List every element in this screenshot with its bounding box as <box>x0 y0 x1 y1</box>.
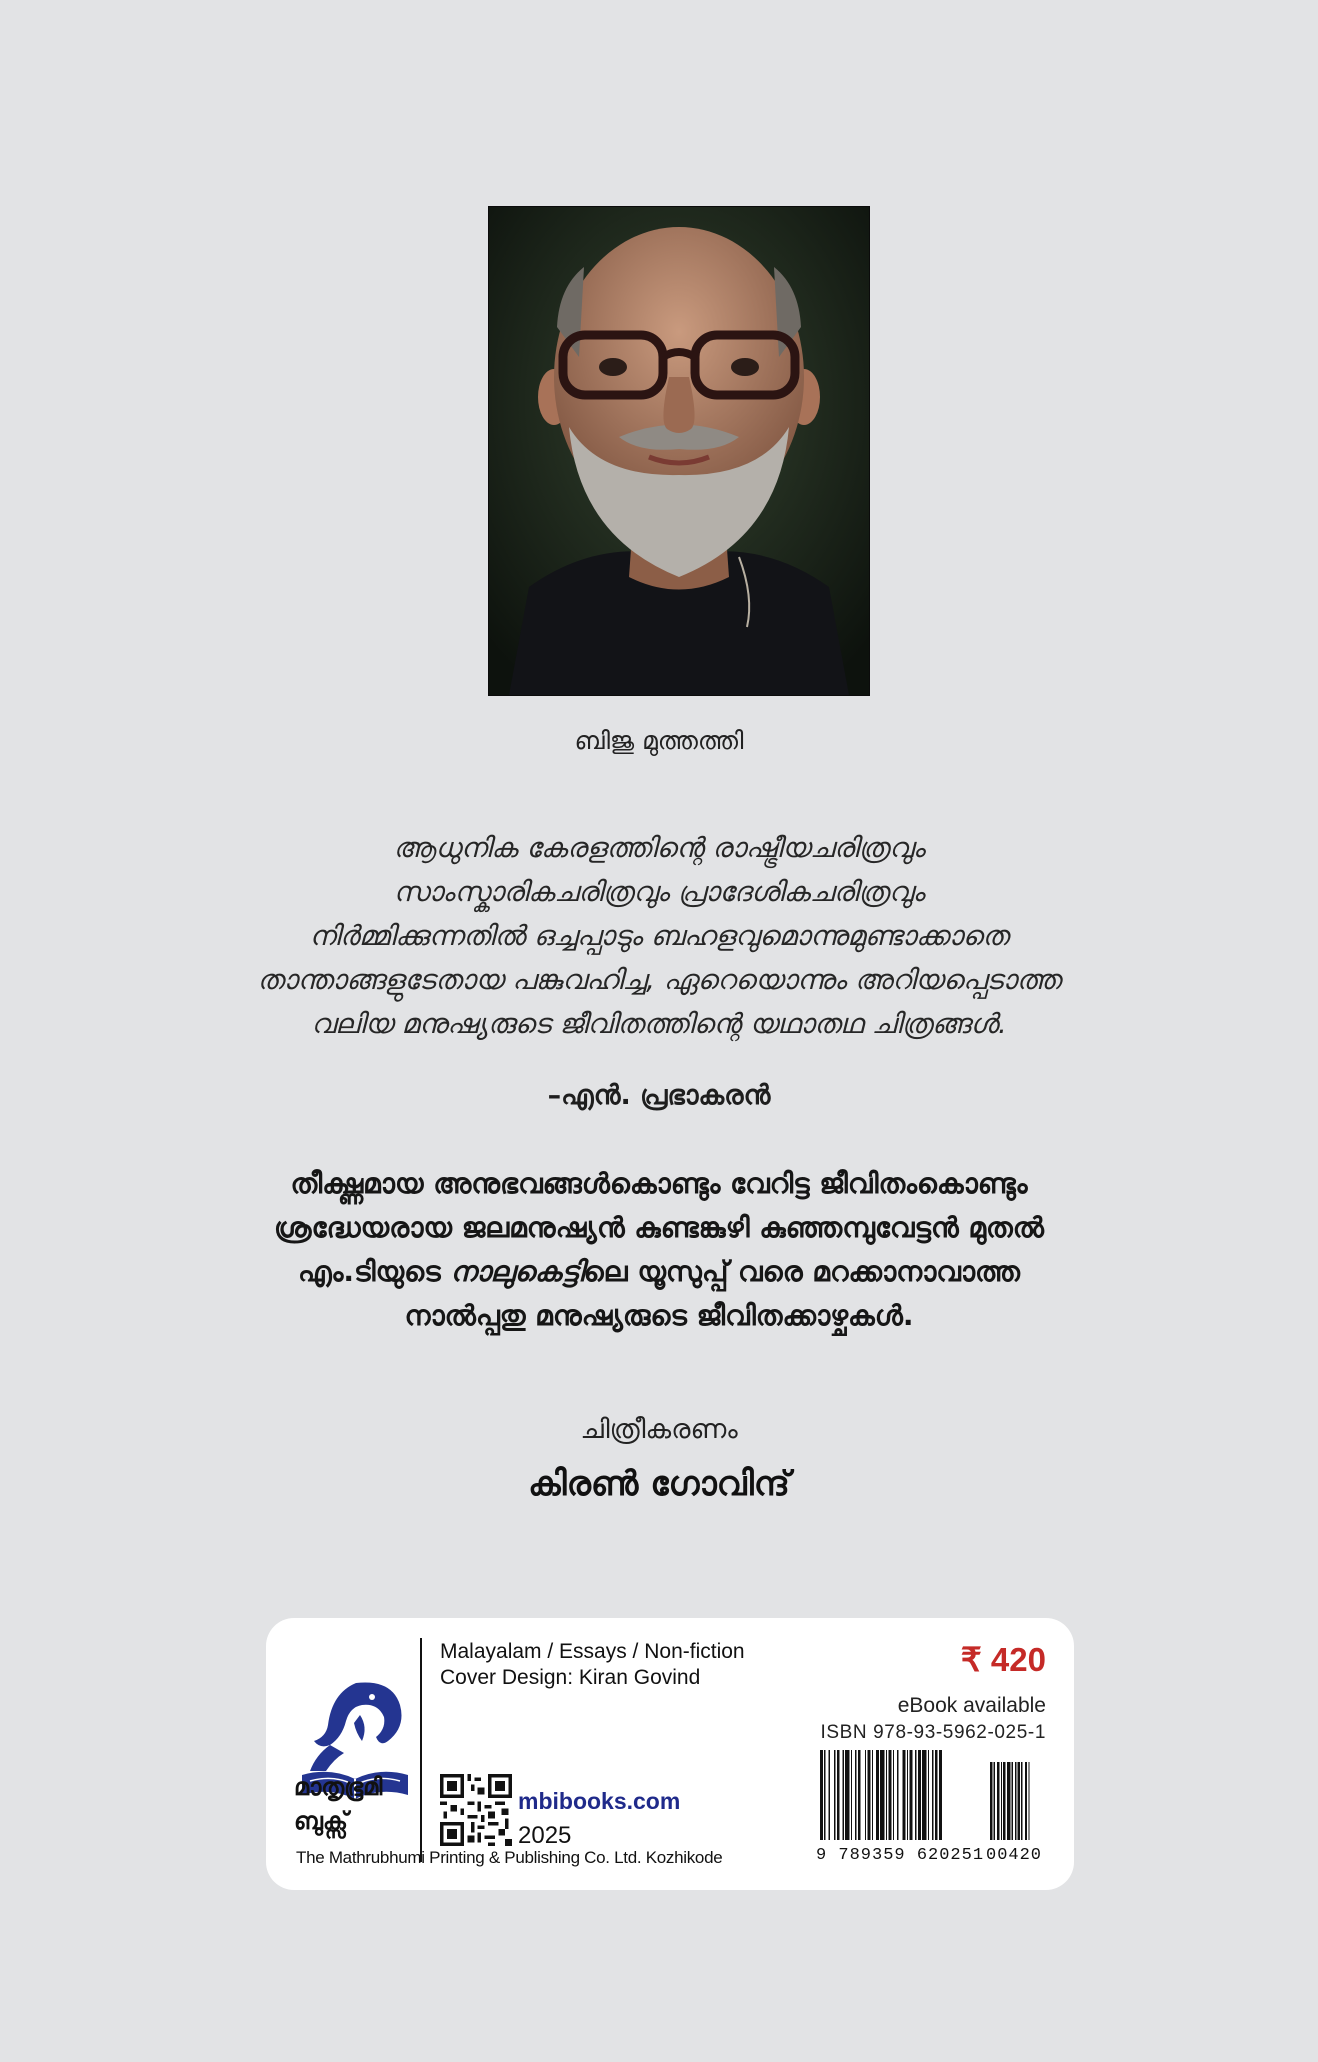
publisher-full-name: The Mathrubhumi Printing & Publishing Co. Ltd. Kozhikode <box>296 1848 723 1867</box>
logo-text-line: ബുക്സ് <box>294 1807 348 1835</box>
blurb-line: നാൽപ്പതു മനുഷ്യരുടെ ജീവിതക്കാഴ്ചകൾ. <box>404 1299 914 1332</box>
blurb-line: ശ്രദ്ധേയരായ ജലമനുഷ്യൻ കുണ്ടങ്കുഴി കുഞ്ഞമ്പുവേട്ടൻ മുതൽ <box>274 1211 1044 1244</box>
illustration-label: ചിത്രീകരണം <box>580 1414 738 1445</box>
ebook-availability: eBook available <box>897 1694 1046 1717</box>
quote-line: വലിയ മനുഷ്യരുടെ ജീവിതത്തിന്റെ യഥാതഥ ചിത്രങ്ങൾ. <box>311 1008 1007 1040</box>
quote-line: സാംസ്കാരികചരിത്രവും പ്രാദേശികചരിത്രവും <box>393 876 925 908</box>
cover-design-credit: Cover Design: Kiran Govind <box>440 1666 701 1689</box>
author-photo <box>488 206 870 696</box>
book-title-emphasis: നാലുകെട്ടി <box>450 1255 584 1288</box>
blurb-text <box>140 1162 1178 1338</box>
author-name: ബിജു മുത്തത്തി <box>574 726 744 755</box>
quote-line: ആധുനിക കേരളത്തിന്റെ രാഷ്ട്രീയചരിത്രവും <box>393 832 925 864</box>
book-price: ₹ 420 <box>960 1641 1046 1678</box>
blurb-line: തീക്ഷ്ണമായ അനുഭവങ്ങൾകൊണ്ടും വേറിട്ട ജീവിതംകൊണ്ടും <box>290 1167 1028 1200</box>
blurb-line-part: ലെ യൂസുപ്പ് വരെ മറക്കാനാവാത്ത <box>583 1255 1020 1288</box>
logo-text-line: മാതൃഭൂമി <box>294 1773 383 1801</box>
illustrator-name: കിരൺ ഗോവിന്ദ് <box>528 1464 790 1504</box>
quote-line: താന്താങ്ങളുടേതായ പങ്കുവഹിച്ച, ഏറെയൊന്നും അറിയപ്പെടാത്ത <box>257 964 1061 996</box>
qr-code-icon <box>440 1774 512 1846</box>
publisher-website-link[interactable]: mbibooks.com <box>518 1788 681 1814</box>
isbn-number: ISBN 978-93-5962-025-1 <box>820 1722 1046 1743</box>
publication-year: 2025 <box>518 1822 572 1849</box>
quote-attribution: –എൻ. പ്രഭാകരൻ <box>547 1080 771 1111</box>
divider <box>420 1638 422 1862</box>
barcode-number: 9 789359 620251 <box>816 1846 985 1865</box>
blurb-line-part: എം.ടിയുടെ <box>298 1255 451 1288</box>
publisher-logo-text <box>294 1770 418 1838</box>
quote-line: നിർമ്മിക്കുന്നതിൽ ഒച്ചപ്പാടും ബഹളവുമൊന്നുമുണ്ടാക്കാതെ <box>309 920 1009 952</box>
blurb-line <box>140 1250 1178 1294</box>
barcode-addon-number: 00420 <box>986 1846 1043 1865</box>
book-category: Malayalam / Essays / Non-fiction <box>440 1640 745 1663</box>
publisher-info-box <box>266 1618 1074 1890</box>
barcode-icon <box>820 1750 1050 1840</box>
quote-text <box>140 826 1178 1046</box>
